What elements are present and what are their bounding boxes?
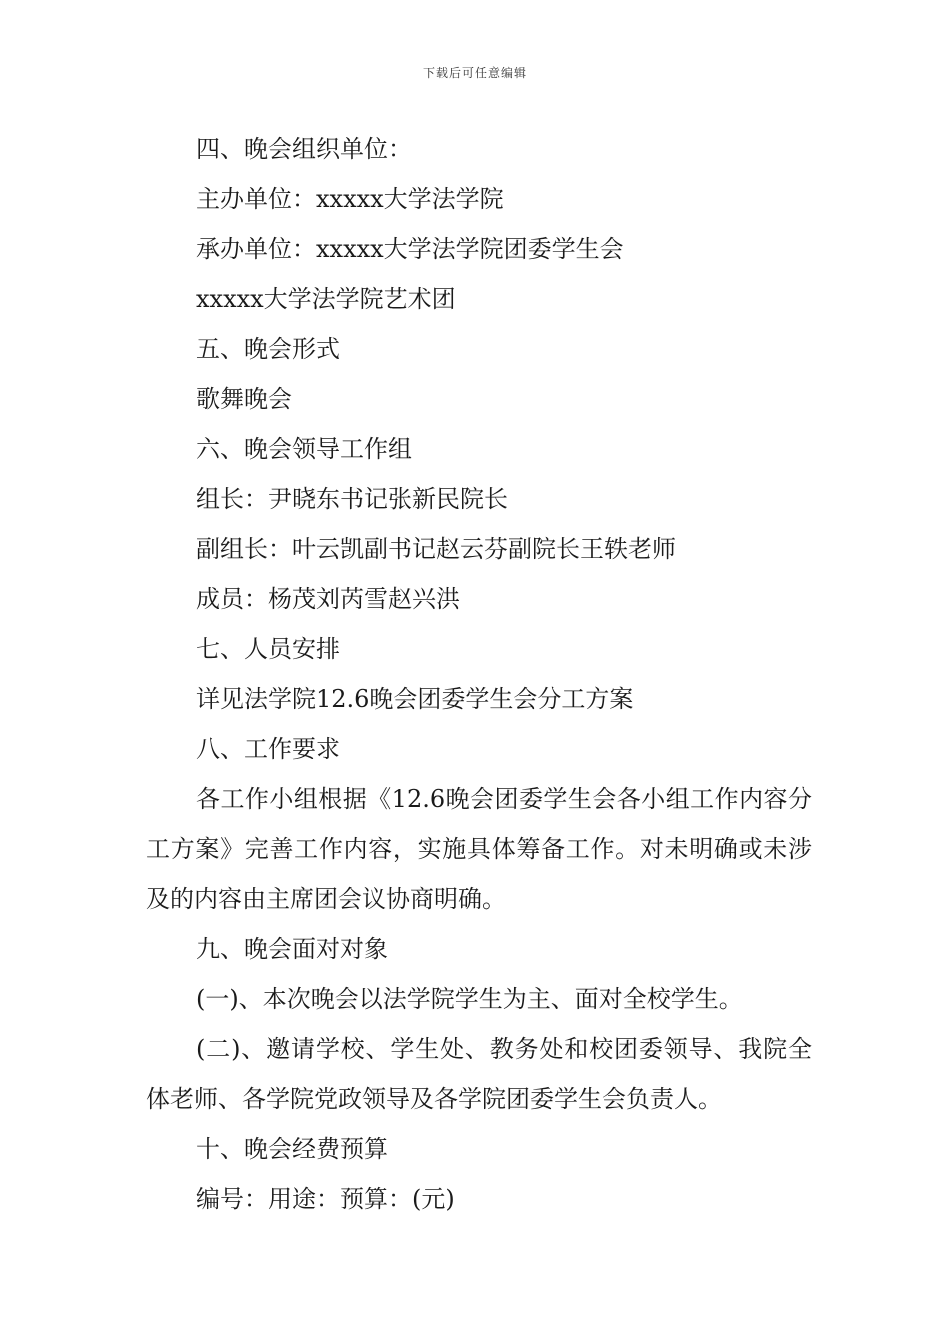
heading-staffing: 七、人员安排 <box>196 635 340 663</box>
heading-leadership: 六、晚会领导工作组 <box>196 435 412 463</box>
heading-budget: 十、晚会经费预算 <box>196 1135 388 1163</box>
organizer-unit: 承办单位：xxxxx大学法学院团委学生会 <box>196 235 624 263</box>
heading-organizers: 四、晚会组织单位： <box>196 135 412 163</box>
heading-audience: 九、晚会面对对象 <box>196 935 388 963</box>
art-troupe: xxxxx大学法学院艺术团 <box>196 285 456 313</box>
deputy-leader: 副组长：叶云凯副书记赵云芬副院长王轶老师 <box>196 535 676 563</box>
leader: 组长：尹晓东书记张新民院长 <box>196 485 508 513</box>
format-value: 歌舞晚会 <box>196 385 292 413</box>
budget-header-row: 编号：用途：预算：(元) <box>196 1185 455 1213</box>
staffing-detail: 详见法学院12.6晚会团委学生会分工方案 <box>196 685 634 713</box>
document-body <box>146 124 812 1224</box>
members: 成员：杨茂刘芮雪赵兴洪 <box>196 585 460 613</box>
heading-requirements: 八、工作要求 <box>196 735 340 763</box>
audience-item-1: (一)、本次晚会以法学院学生为主、面对全校学生。 <box>196 985 743 1013</box>
host-unit: 主办单位：xxxxx大学法学院 <box>196 185 504 213</box>
page-header: 下载后可任意编辑 <box>422 66 527 80</box>
heading-format: 五、晚会形式 <box>196 335 340 363</box>
requirements-paragraph: 各工作小组根据《12.6晚会团委学生会各小组工作内容分工方案》完善工作内容，实施具体筹备工作。对未明确或未涉及的内容由主席团会议协商明确。 <box>146 785 812 913</box>
audience-item-2: (二)、邀请学校、学生处、教务处和校团委领导、我院全体老师、各学院党政领导及各学院团委学生会负责人。 <box>146 1035 812 1113</box>
